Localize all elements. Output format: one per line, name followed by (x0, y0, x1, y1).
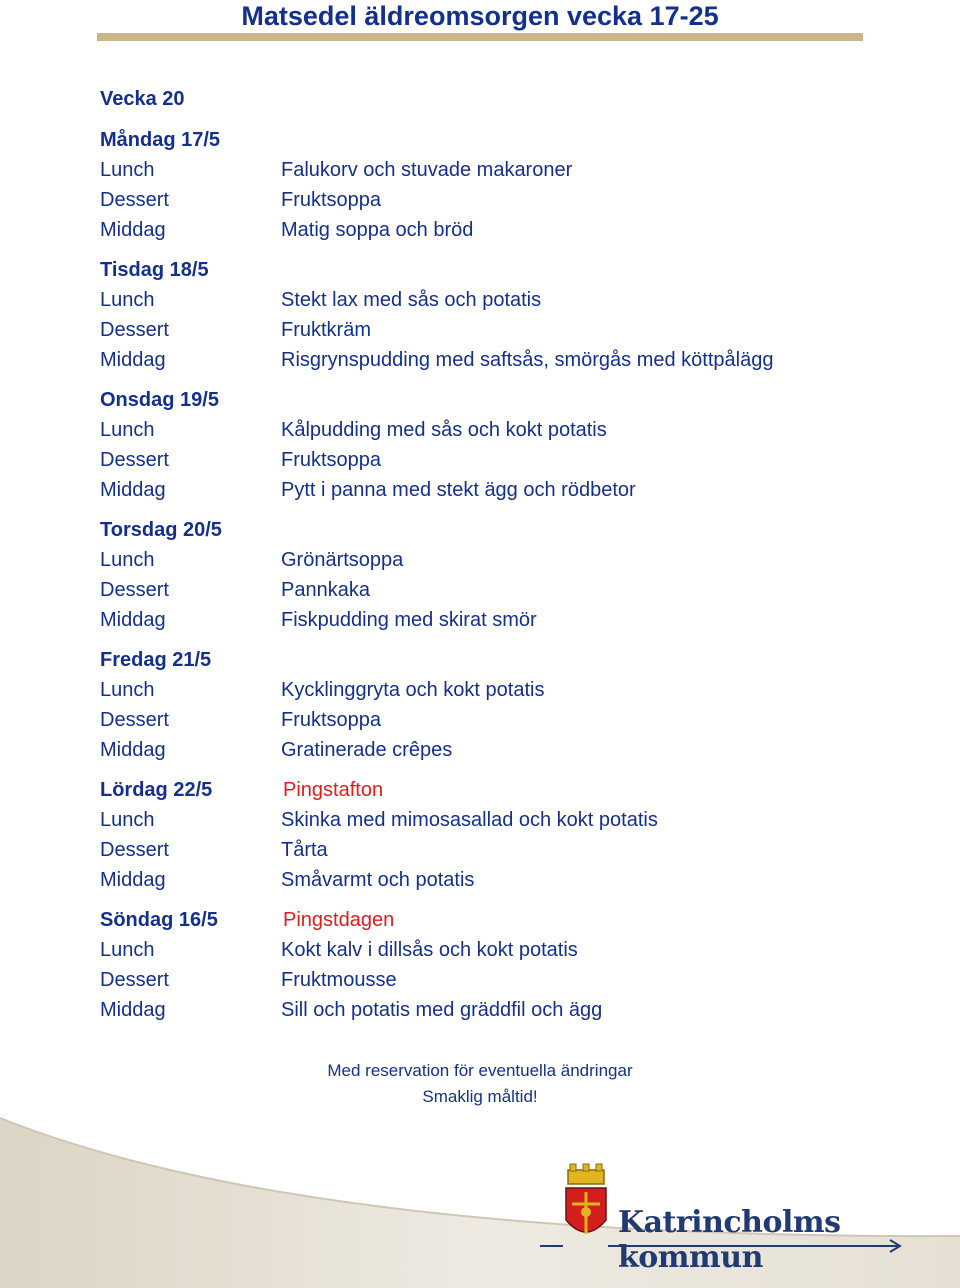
meal-dish: Småvarmt och potatis (281, 869, 475, 891)
day-name: Torsdag 20/5 (100, 519, 222, 541)
meal-label: Middag (100, 349, 166, 371)
meal-label: Dessert (100, 709, 169, 731)
day-note: Pingstdagen (283, 909, 395, 931)
reservation-note: Med reservation för eventuella ändringar (327, 1061, 633, 1080)
day-block (100, 385, 860, 505)
day-block (100, 255, 860, 375)
day-name: Onsdag 19/5 (100, 389, 219, 411)
day-name: Fredag 21/5 (100, 649, 212, 671)
meal-dish: Fruktkräm (281, 319, 371, 341)
day-block (100, 515, 860, 635)
menu-days (100, 125, 860, 1035)
meal-dish: Tårta (281, 839, 328, 861)
meal-dish: Fruktsoppa (281, 709, 382, 731)
meal-dish: Pytt i panna med stekt ägg och rödbetor (281, 479, 636, 501)
day-block (100, 645, 860, 765)
meal-label: Middag (100, 999, 166, 1021)
page-title: Matsedel äldreomsorgen vecka 17-25 (241, 1, 719, 31)
day-block (100, 905, 860, 1025)
meal-dish: Gratinerade crêpes (281, 739, 453, 761)
day-name: Måndag 17/5 (100, 129, 221, 151)
municipality-logo-text: Katrincholms kommun (618, 1205, 841, 1275)
meal-label: Dessert (100, 969, 169, 991)
meal-label: Dessert (100, 319, 169, 341)
meal-label: Lunch (100, 419, 155, 441)
meal-dish: Skinka med mimosasallad och kokt potatis (281, 809, 658, 831)
meal-dish: Kycklinggryta och kokt potatis (281, 679, 545, 701)
meal-dish: Pannkaka (281, 579, 370, 601)
meal-dish: Sill och potatis med gräddfil och ägg (281, 999, 603, 1021)
day-name: Söndag 16/5 (100, 909, 218, 931)
meal-dish: Matig soppa och bröd (281, 219, 474, 241)
meal-label: Middag (100, 219, 166, 241)
coat-of-arms-icon (566, 1164, 606, 1234)
meal-dish: Risgrynspudding med saftsås, smörgås med köttpålägg (281, 349, 774, 371)
meal-label: Middag (100, 739, 166, 761)
meal-label: Dessert (100, 449, 169, 471)
meal-label: Lunch (100, 549, 155, 571)
meal-label: Lunch (100, 679, 155, 701)
day-name: Lördag 22/5 (100, 779, 213, 801)
title-underline (97, 33, 863, 41)
meal-label: Middag (100, 869, 166, 891)
meal-dish: Kokt kalv i dillsås och kokt potatis (281, 939, 578, 961)
meal-dish: Fiskpudding med skirat smör (281, 609, 537, 631)
meal-label: Lunch (100, 159, 155, 181)
meal-dish: Stekt lax med sås och potatis (281, 289, 542, 311)
meal-label: Dessert (100, 839, 169, 861)
meal-label: Lunch (100, 939, 155, 961)
meal-label: Dessert (100, 189, 169, 211)
meal-dish: Kålpudding med sås och kokt potatis (281, 419, 607, 441)
day-name: Tisdag 18/5 (100, 259, 209, 281)
meal-label: Middag (100, 609, 166, 631)
week-label: Vecka 20 (100, 88, 185, 110)
greeting-text: Smaklig måltid! (422, 1087, 538, 1106)
meal-dish: Fruktsoppa (281, 189, 382, 211)
meal-label: Middag (100, 479, 166, 501)
day-block (100, 775, 860, 895)
meal-label: Lunch (100, 289, 155, 311)
meal-dish: Fruktmousse (281, 969, 397, 991)
meal-label: Lunch (100, 809, 155, 831)
meal-dish: Fruktsoppa (281, 449, 382, 471)
day-note: Pingstafton (283, 779, 384, 801)
day-block (100, 125, 860, 245)
meal-label: Dessert (100, 579, 169, 601)
meal-dish: Falukorv och stuvade makaroner (281, 159, 573, 181)
meal-dish: Grönärtsoppa (281, 549, 404, 571)
